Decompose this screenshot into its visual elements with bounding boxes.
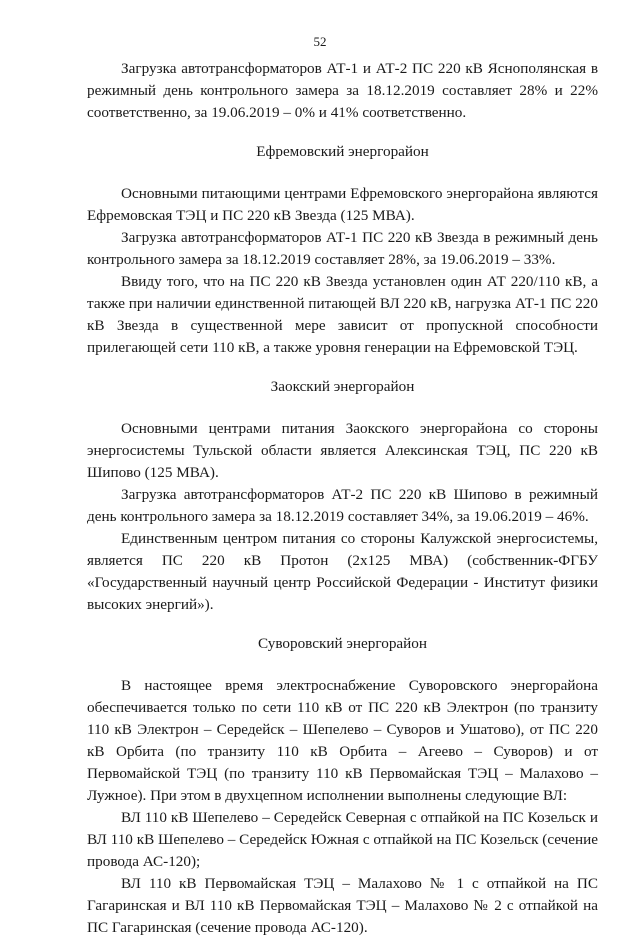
paragraph: Единственным центром питания со стороны Калужской энергосистемы, является ПС 220 кВ Протон (2х125 МВА) (собственник-ФГБУ «Государственный научный центр Российской Федерации - Институт физики высоких энергий»). — [87, 530, 598, 613]
section-heading-efremov: Ефремовский энергорайон — [256, 143, 429, 160]
page-number: 52 — [313, 34, 327, 49]
paragraph: ВЛ 110 кВ Шепелево – Середейск Северная с отпайкой на ПС Козельск и ВЛ 110 кВ Шепелево – Середейск Южная с отпайкой на ПС Козельск (сечение провода АС-120); — [87, 809, 598, 870]
paragraph: Основными питающими центрами Ефремовского энергорайона являются Ефремовская ТЭЦ и ПС 220 кВ Звезда (125 МВА). — [87, 185, 598, 224]
paragraph: Загрузка автотрансформаторов АТ-2 ПС 220 кВ Шипово в режимный день контрольного замера за 18.12.2019 составляет 34%, за 19.06.2019 – 46%. — [87, 486, 598, 525]
section-heading-zaoksky: Заокский энергорайон — [270, 378, 415, 395]
paragraph: Ввиду того, что на ПС 220 кВ Звезда установлен один АТ 220/110 кВ, а также при наличии единственной питающей ВЛ 220 кВ, нагрузка АТ-1 ПС 220 кВ Звезда в существенной мере зависит от пропускной способности прилегающей сети 110 кВ, а также уровня генерации на Ефремовской ТЭЦ. — [87, 273, 598, 356]
paragraph: В настоящее время электроснабжение Суворовского энергорайона обеспечивается только по сети 110 кВ от ПС 220 кВ Электрон (по транзиту 110 кВ Электрон – Середейск – Шепелево – Суворов и Ушатово), от ПС 220 кВ Орбита (по транзиту 110 кВ Орбита – Агеево – Суворов) и от Первомайской ТЭЦ (по транзиту 110 кВ Первомайская ТЭЦ – Малахово – Лужное). При этом в двухцепном исполнении выполнены следующие ВЛ: — [87, 677, 598, 804]
paragraph: ВЛ 110 кВ Первомайская ТЭЦ – Малахово № 1 с отпайкой на ПС Гагаринская и ВЛ 110 кВ Первомайская ТЭЦ – Малахово № 2 с отпайкой на ПС Гагаринская (сечение провода АС-120). — [87, 875, 598, 936]
paragraph: Загрузка автотрансформаторов АТ-1 и АТ-2 ПС 220 кВ Яснополянская в режимный день контрольного замера за 18.12.2019 составляет 28% и 22% соответственно, за 19.06.2019 – 0% и 41% соответственно. — [87, 60, 598, 121]
paragraph: Загрузка автотрансформаторов АТ-1 ПС 220 кВ Звезда в режимный день контрольного замера за 18.12.2019 составляет 28%, за 19.06.2019 – 33%. — [87, 229, 598, 268]
section-heading-suvorov: Суворовский энергорайон — [257, 635, 428, 652]
paragraph: Основными центрами питания Заокского энергорайона со стороны энергосистемы Тульской области является Алексинская ТЭЦ, ПС 220 кВ Шипово (125 МВА). — [87, 420, 598, 481]
document-body — [87, 58, 598, 939]
